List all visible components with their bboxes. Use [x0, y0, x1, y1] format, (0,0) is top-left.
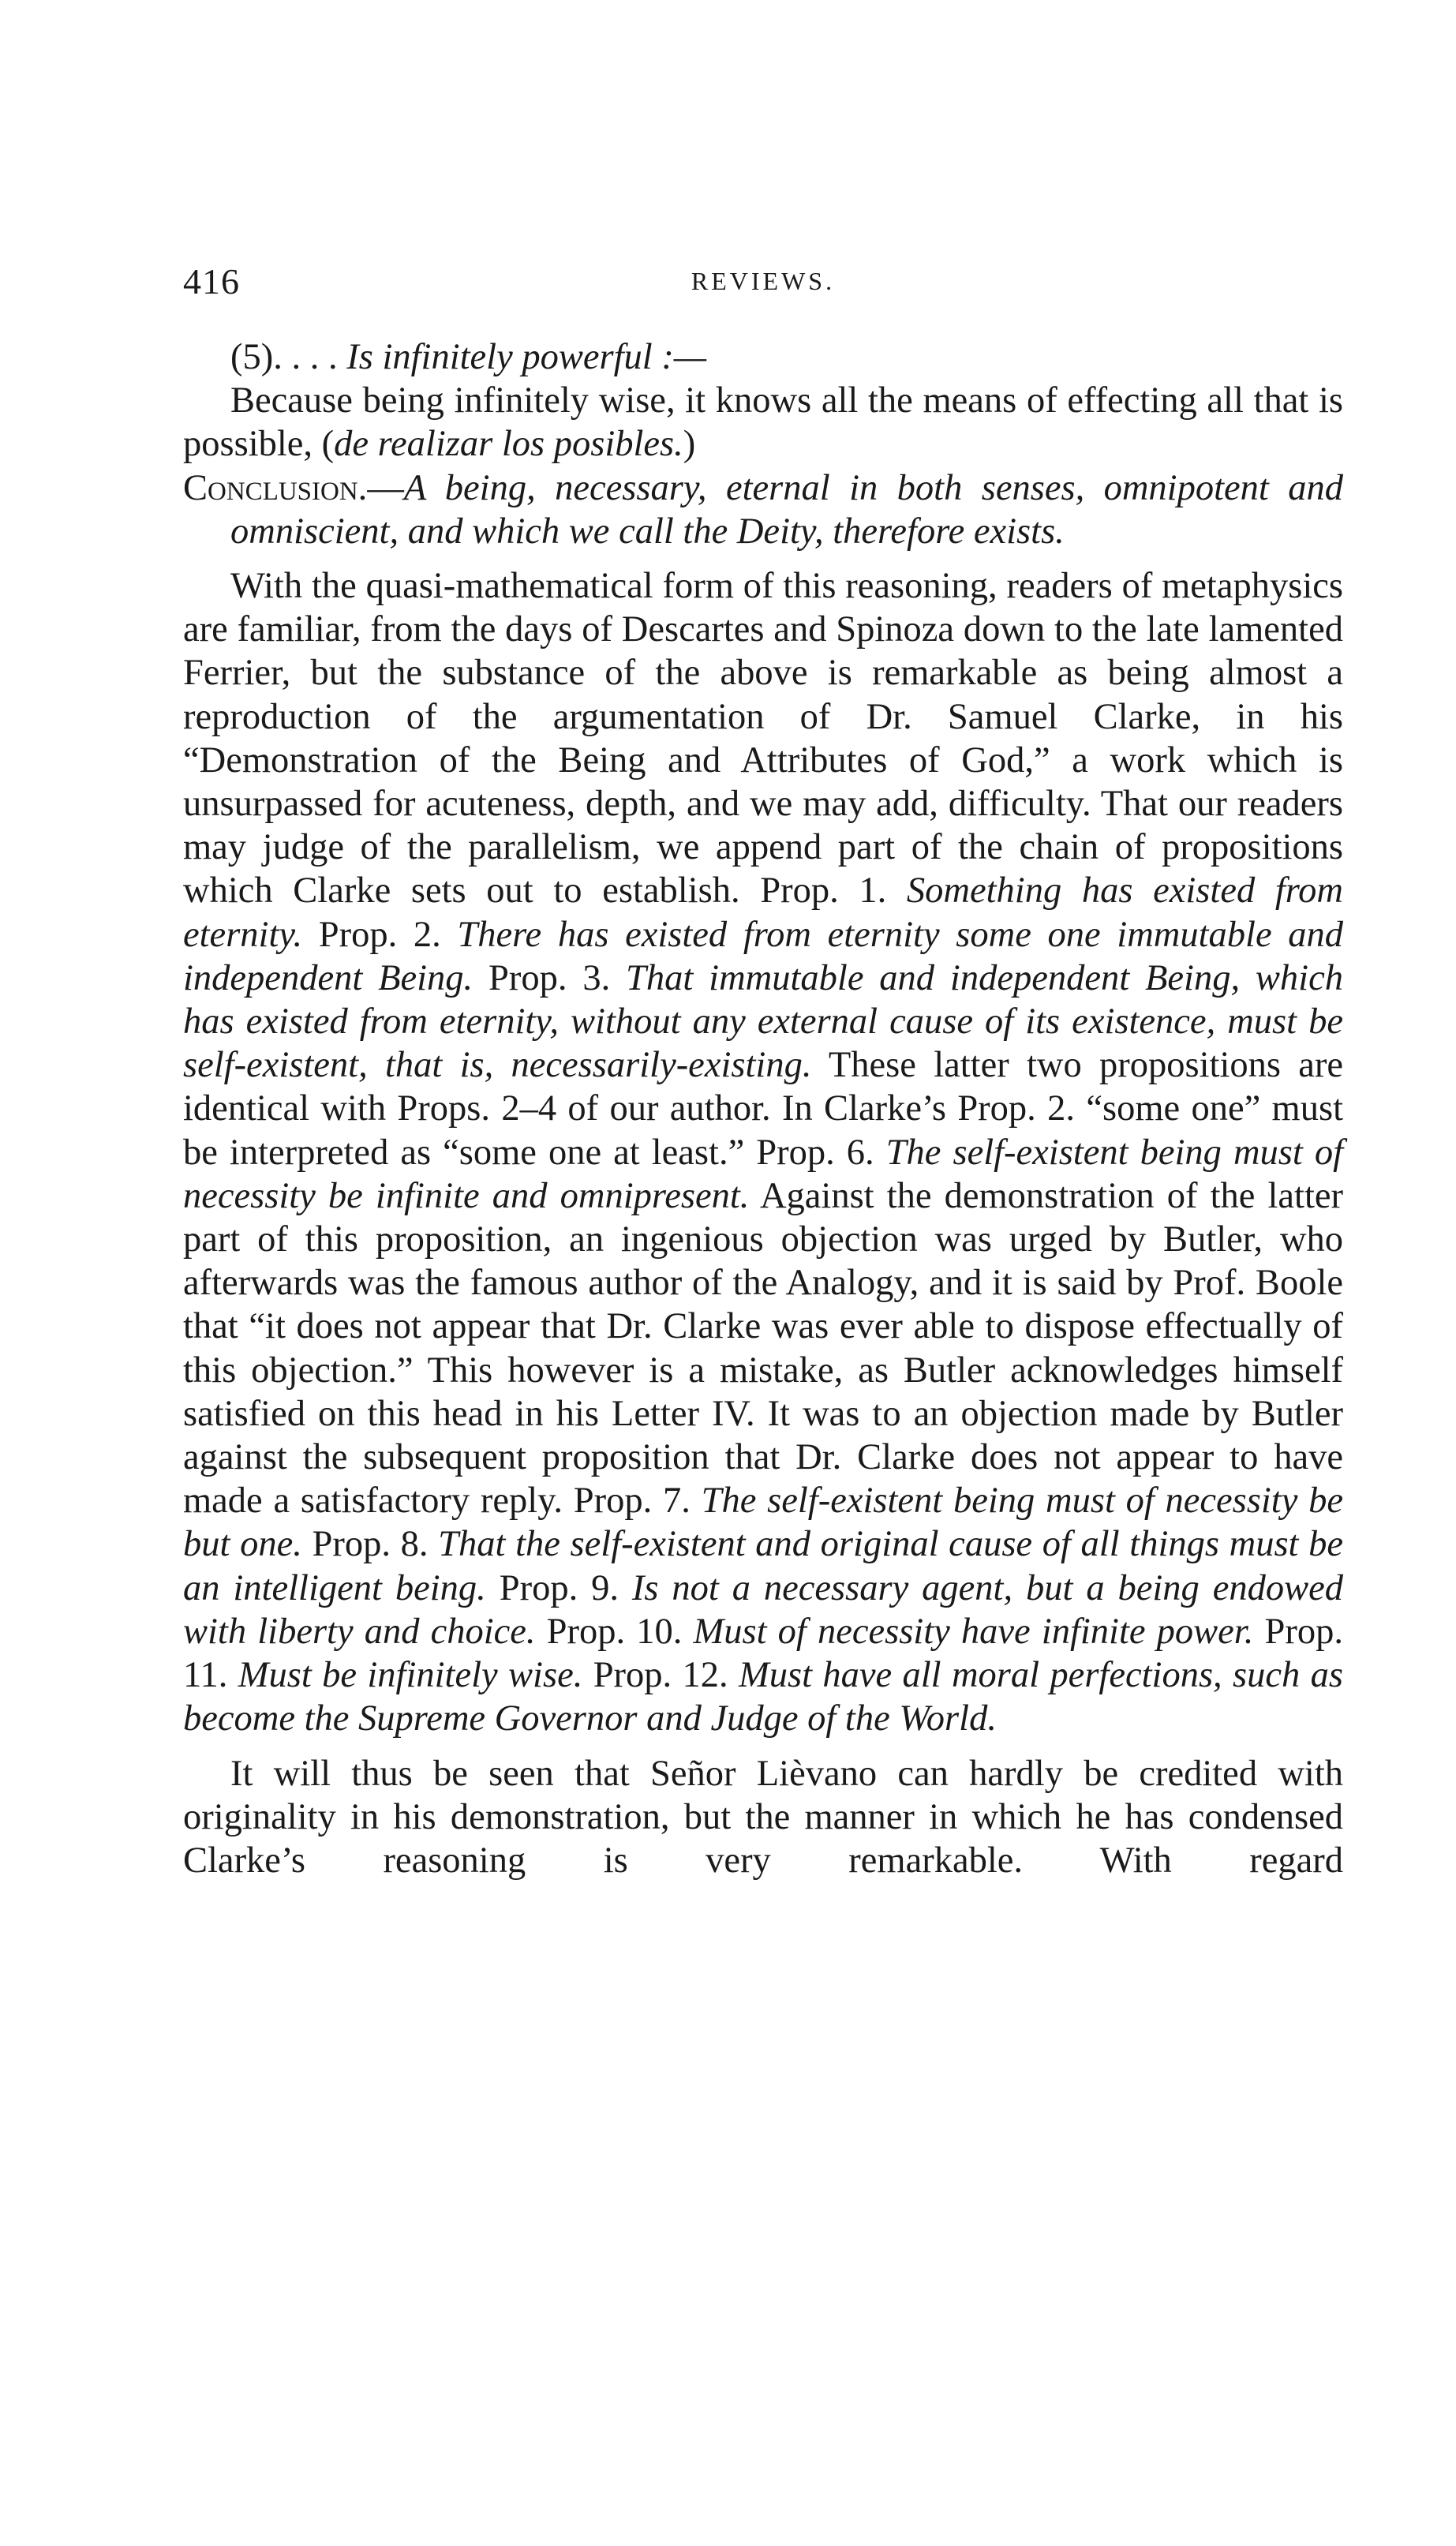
closing-paragraph: It will thus be seen that Señor Lièvano can hardly be credited with originality in his demonstration, but the manner in which he has condensed Clarke’s reasoning is very remarkable. With regard — [183, 1753, 1343, 1881]
text-span: ) — [683, 424, 696, 465]
conclusion-paragraph — [183, 466, 1343, 553]
italic-span: The self-existent being must of necessity be infinite and omnipresent. — [183, 1132, 1343, 1216]
italic-span: Something has existed from eternity. — [183, 871, 1343, 955]
body-text — [183, 335, 1343, 1882]
proposition-5-heading — [183, 335, 1343, 379]
page-number: 416 — [183, 261, 240, 301]
italic-span: Is not a necessary agent, but a being endowed with liberty and choice. — [183, 1567, 1344, 1652]
italic-span: There has existed from eternity some one immutable and independent Being. — [183, 914, 1343, 998]
text-span: Prop. 8. — [301, 1524, 439, 1565]
text-span: Prop. 10. — [535, 1611, 694, 1652]
running-head: REVIEWS. — [691, 267, 836, 295]
text-span: Against the demonstration of the latter part of this proposition, an ingenious objection was urged by Butler, who afterwards was the famous author of the Analogy, and it is said by Prof. Boole that “it does not appear that Dr. Clarke was ever able to dispose effectually of this objection.” This however is a mistake, as Butler acknowledges himself satisfied on this head in his Letter IV. It was to an objection made by Butler against the subsequent proposition that Dr. Clarke does not appear to have made a satisfactory reply. Prop. 7. — [183, 1175, 1344, 1522]
text-span: With the quasi-mathematical form of this reasoning, readers of metaphysics are familiar, from the days of Descartes and Spinoza down to the late lamented Ferrier, but the substance of the above is remarkable as being almost a reproduction of the argumentation of Dr. Samuel Clarke, in his “Demonstration of the Being and Attributes of God,” a work which is unsurpassed for acuteness, depth, and we may add, difficulty. That our readers may judge of the parallelism, we append part of the chain of propositions which Clarke sets out to establish. Prop. 1. — [183, 566, 1343, 912]
italic-span: The self-existent being must of necessity be but one. — [183, 1481, 1343, 1565]
proposition-number: (5). . . . — [230, 337, 338, 377]
proposition-5-paragraph — [183, 379, 1343, 466]
text-span: Prop. 3. — [473, 957, 627, 998]
italic-span: Must of necessity have infinite power. — [693, 1611, 1254, 1652]
text-span: Prop. 12. — [582, 1655, 739, 1696]
text-span: Because being infinitely wise, it knows all the means of effecting all that is possible, ( — [183, 380, 1343, 465]
italic-span: That the self-existent and original cause of all things must be an intelligent being. — [183, 1524, 1343, 1608]
text-span: Prop. 2. — [302, 914, 458, 955]
proposition-title: Is infinitely powerful :— — [346, 337, 707, 377]
italic-span: de realizar los posibles. — [334, 424, 683, 465]
italic-span: Must be infinitely wise. — [238, 1655, 583, 1696]
page-header — [183, 260, 1343, 308]
text-span: These latter two propositions are identical with Props. 2–4 of our author. In Clarke’s Prop. 2. “some one” must be interpreted as “some one at least.” Prop. 6. — [183, 1045, 1344, 1173]
conclusion-label: Conclusion. — [183, 467, 368, 508]
main-paragraph — [183, 564, 1343, 1740]
text-span: Prop. 9. — [485, 1567, 632, 1608]
italic-span: Must have all moral perfections, such as become the Supreme Governor and Judge of the World. — [183, 1655, 1343, 1739]
conclusion-text: A being, necessary, eternal in both senses, omnipotent and omniscient, and which we call the Deity, therefore exists. — [230, 467, 1343, 552]
italic-span: That immutable and independent Being, which has existed from eternity, without any external cause of its existence, must be self-existent, that is, necessarily-existing. — [183, 957, 1343, 1086]
text-span: Prop. 11. — [183, 1611, 1343, 1696]
text-span: — — [367, 467, 404, 508]
